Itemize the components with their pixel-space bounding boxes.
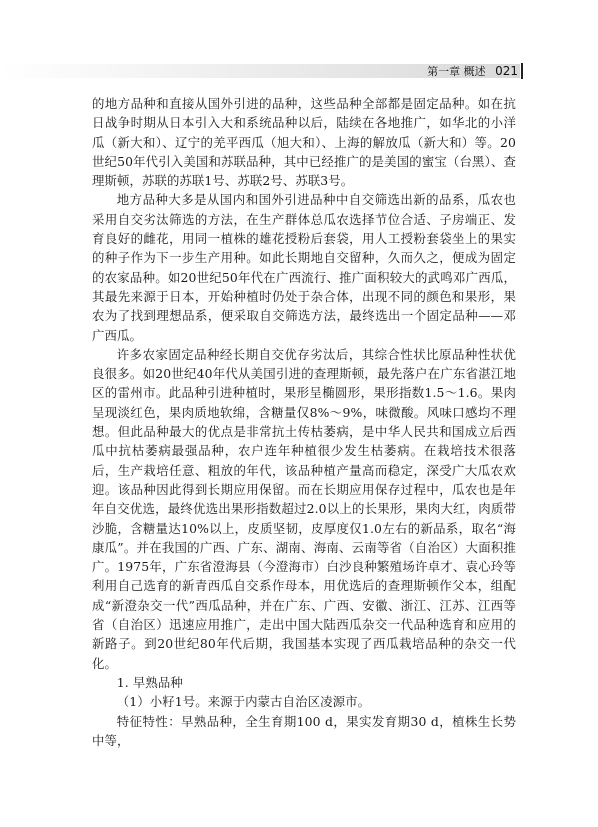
variety-heading: （1）小籽1号。来源于内蒙古自治区凌源市。 (116, 694, 371, 710)
paragraph-continuation: 的地方品种和直接从国外引进的品种，这些品种全部都是固定品种。如在抗日战争时期从日本引入大和系统品种以后，陆续在各地推广，如华北的小洋瓜（新大和）、辽宁的羌平西瓜（旭大和）、上海的解放瓜（新大和）等。20世纪50年代引入美国和苏联品种，其中已经推广的是美国的蜜宝（台黑）、查理斯顿，苏联的苏联1号、苏联2号、苏联3号。 (92, 96, 516, 189)
section-title: 概述 (463, 65, 486, 78)
subheading-early-varieties: 1. 早熟品种 (116, 674, 183, 690)
chapter-label: 第一章 (427, 65, 461, 78)
header-divider (521, 63, 523, 79)
page-number: 021 (495, 64, 518, 78)
body-text (92, 94, 516, 750)
paragraph-local-varieties: 地方品种大多是从国内和国外引进品种中自交筛选出新的品系，瓜农也采用自交劣汰筛选的方法，在生产群体总瓜农选择节位合适、子房端正、发育良好的雌花，用同一植株的雄花授粉后套袋，用人工授粉套袋坐上的果实的种子作为下一步生产用种。如此长期地自交留种，久而久之，便成为固定的农家品种。如20世纪50年代在广西流行、推广面积较大的武鸣邓广西瓜，其最先来源于日本，开始种植时仍处于杂合体，出现不同的颜色和果形，果农为了找到理想品系，便采取自交筛选方法，最终选出一个固定品种——邓广西瓜。 (92, 192, 516, 343)
running-header (427, 64, 518, 78)
variety-traits: 特征特性：早熟品种，全生育期100 d，果实发育期30 d，植株生长势中等， (92, 713, 516, 748)
paragraph-fixed-varieties: 许多农家固定品种经长期自交优存劣汰后，其综合性状比原品种性状优良很多。如20世纪40年代从美国引进的查理斯顿，最先落户在广东省湛江地区的雷州市。此品种引进种植时，果形呈椭圆形，果形指数1.5～1.6。果肉呈现淡红色，果肉质地软绵，含糖量仅8%～9%，味微酸。风味口感均不理想。但此品种最大的优点是非常抗土传枯萎病，是中华人民共和国成立后西瓜中抗枯萎病最强品种，农户连年种植很少发生枯萎病。在栽培技术很落后，生产栽培任意、粗放的年代，该品种植产量高而稳定，深受广大瓜农欢迎。该品种因此得到长期应用保留。而在长期应用保存过程中，瓜农也是年年自交优选，最终优选出果形指数超过2.0以上的长果形，果肉大红，肉质带沙脆，含糖量达10%以上，皮质坚韧，皮厚度仅1.0左右的新品系，取名“海康瓜”。并在我国的广西、广东、湖南、海南、云南等省（自治区）大面积推广。1975年，广东省澄海县（今澄海市）白沙良种繁殖场许卓才、袁心玲等利用自己选育的新青西瓜自交系作母本，用优选后的查理斯顿作父本，组配成“新澄杂交一代”西瓜品种，并在广东、广西、安徽、浙江、江苏、江西等省（自治区）迅速应用推广，走出中国大陆西瓜杂交一代品种选育和应用的新路子。到20世纪80年代后期，我国基本实现了西瓜栽培品种的杂交一代化。 (92, 346, 516, 671)
